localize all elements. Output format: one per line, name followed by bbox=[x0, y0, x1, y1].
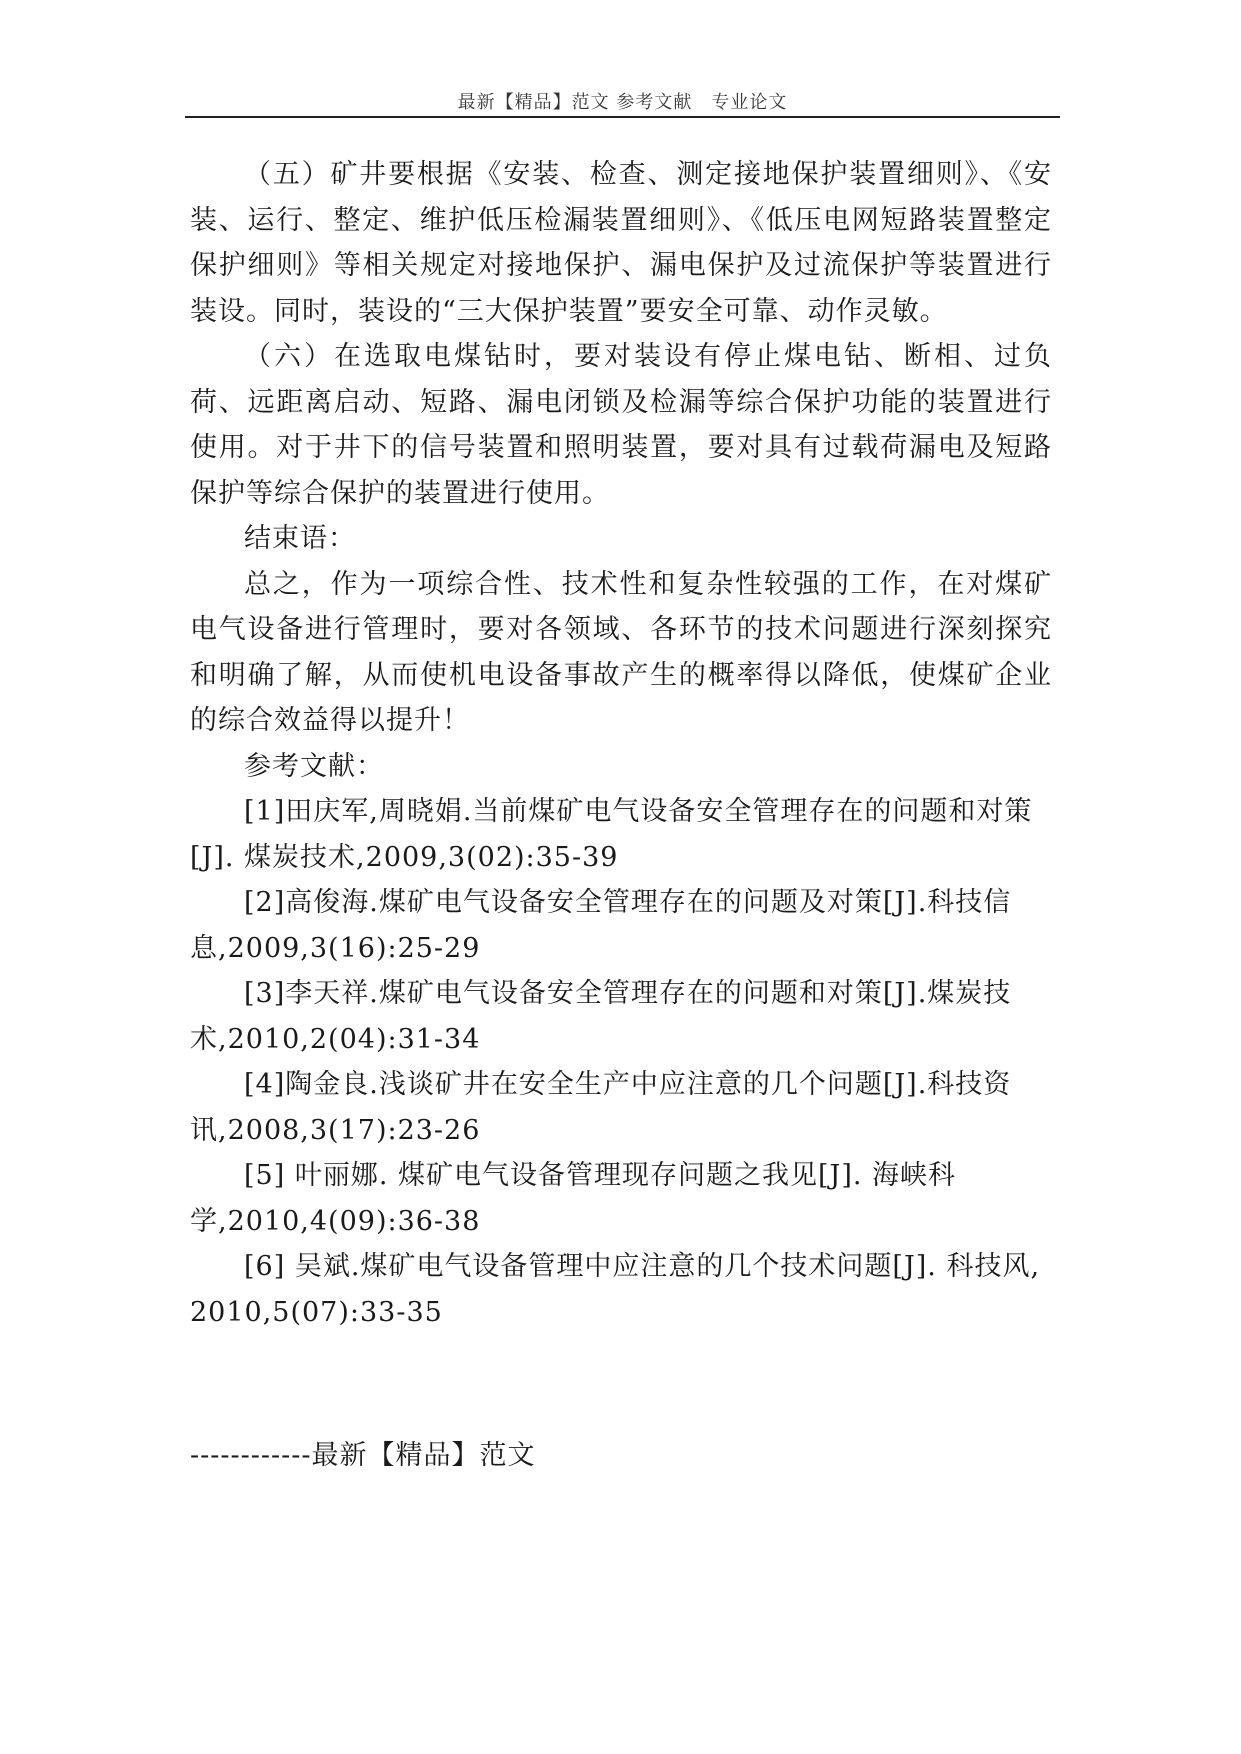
page-footer: ------------最新【精品】范文 bbox=[190, 1440, 536, 1471]
reference-item: [2]高俊海.煤矿电气设备安全管理存在的问题及对策[J].科技信息,2009,3(16):25-29 bbox=[190, 887, 1012, 964]
conclusion-paragraph: 总之，作为一项综合性、技术性和复杂性较强的工作，在对煤矿电气设备进行管理时，要对各领域、各环节的技术问题进行深刻探究和明确了解，从而使机电设备事故产生的概率得以降低，使煤矿企业的综合效益得以提升！ bbox=[190, 568, 1052, 736]
reference-item: [4]陶金良.浅谈矿井在安全生产中应注意的几个问题[J].科技资讯,2008,3(17):23-26 bbox=[190, 1069, 1012, 1146]
paragraph-six: （六）在选取电煤钻时，要对装设有停止煤电钻、断相、过负荷、远距离启动、短路、漏电闭锁及检漏等综合保护功能的装置进行使用。对于井下的信号装置和照明装置，要对具有过载荷漏电及短路保护等综合保护的装置进行使用。 bbox=[190, 341, 1052, 509]
references-heading: 参考文献： bbox=[244, 750, 384, 782]
conclusion-heading: 结束语： bbox=[244, 523, 356, 554]
reference-item: [5] 叶丽娜. 煤矿电气设备管理现存问题之我见[J]. 海峡科学,2010,4(09):36-38 bbox=[190, 1160, 957, 1237]
page-header: 最新【精品】范文 参考文献 专业论文 bbox=[457, 92, 788, 113]
paragraph-five: （五）矿井要根据《安装、检查、测定接地保护装置细则》、《安装、运行、整定、维护低压检漏装置细则》、《低压电网短路装置整定保护细则》等相关规定对接地保护、漏电保护及过流保护等装置进行装设。同时，装设的“三大保护装置”要安全可靠、动作灵敏。 bbox=[190, 159, 1052, 327]
reference-item: [6] 吴斌.煤矿电气设备管理中应注意的几个技术问题[J]. 科技风, 2010,5(07):33-35 bbox=[190, 1251, 1041, 1328]
reference-item: [3]李天祥.煤矿电气设备安全管理存在的问题和对策[J].煤炭技术,2010,2(04):31-34 bbox=[190, 978, 1012, 1055]
document-body bbox=[190, 152, 1052, 1335]
reference-item: [1]田庆军,周晓娟.当前煤矿电气设备安全管理存在的问题和对策[J]. 煤炭技术,2009,3(02):35-39 bbox=[190, 796, 1033, 873]
header-divider bbox=[185, 116, 1060, 118]
